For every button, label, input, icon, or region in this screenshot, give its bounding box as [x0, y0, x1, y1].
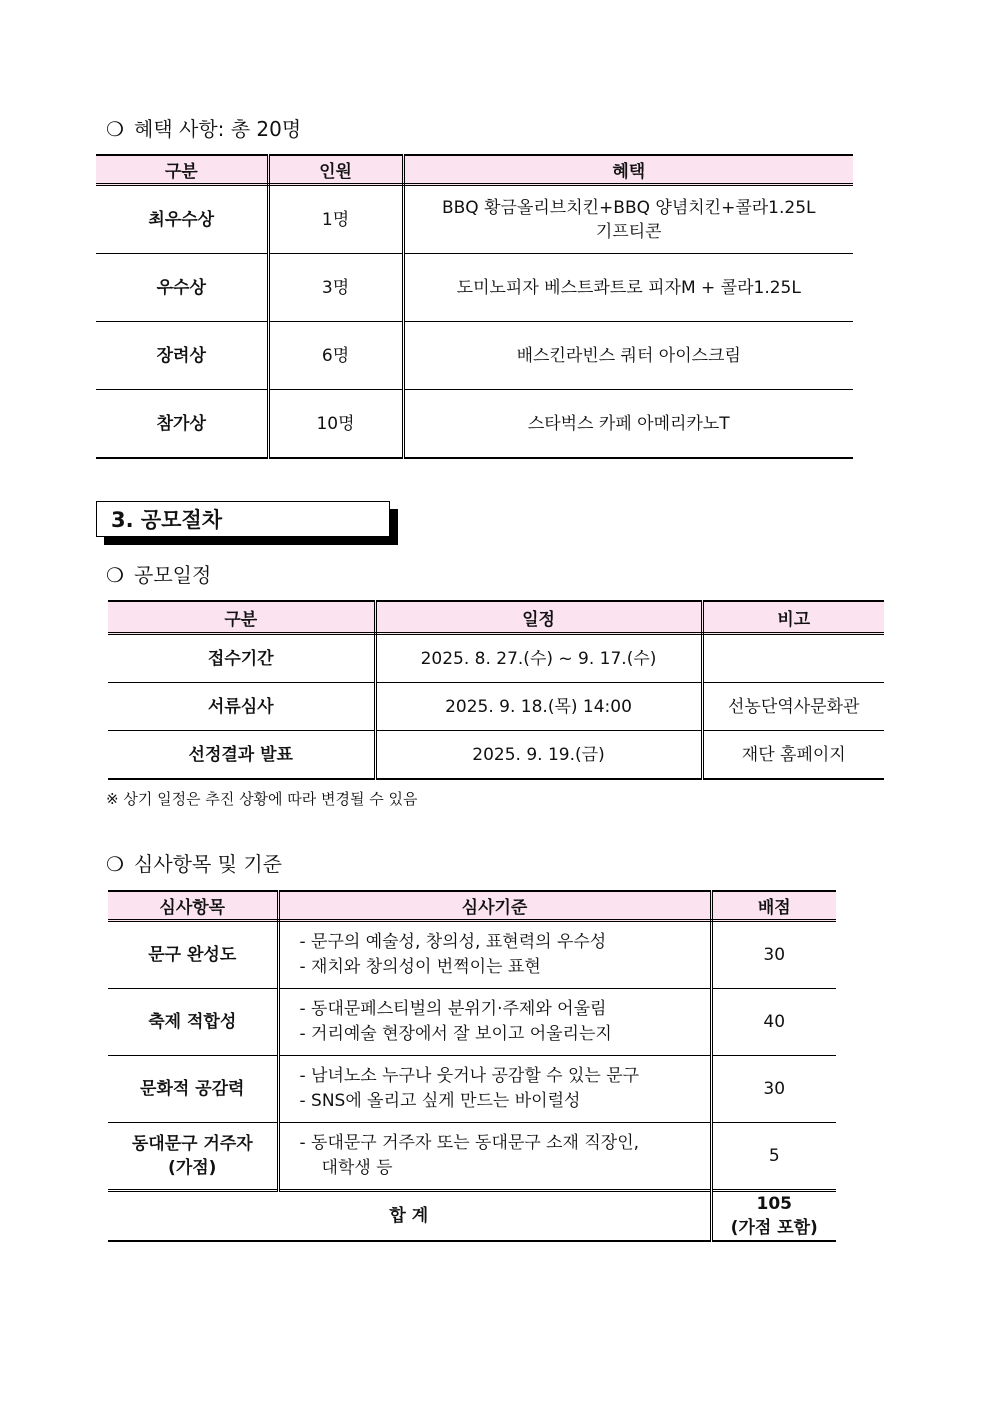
table-header-row — [108, 891, 836, 921]
criteria-item: 문화적 공감력 — [108, 1056, 278, 1123]
award-count: 6명 — [268, 322, 403, 390]
table-row — [108, 1056, 836, 1123]
award-count: 10명 — [268, 390, 403, 459]
criteria-line: - 동대문페스티벌의 분위기·주제와 어울림 — [299, 999, 607, 1019]
total-label: 합 계 — [108, 1191, 711, 1242]
total-score-note: (가점 포함) — [730, 1218, 818, 1238]
criteria-description — [278, 1056, 711, 1123]
criteria-item — [108, 1123, 278, 1191]
criteria-score: 30 — [711, 1056, 836, 1123]
award-benefit-line2: 기프티콘 — [595, 221, 662, 242]
schedule-heading — [106, 563, 211, 587]
criteria-description — [278, 921, 711, 989]
total-row — [108, 1191, 836, 1242]
criteria-score: 5 — [768, 1146, 780, 1166]
criteria-line: - 남녀노소 누구나 웃거나 공감할 수 있는 문구 — [299, 1066, 640, 1086]
award-benefit: 스타벅스 카페 아메리카노T — [403, 390, 853, 459]
award-category: 우수상 — [96, 254, 268, 322]
criteria-line: - 문구의 예술성, 창의성, 표현력의 우수성 — [299, 932, 607, 952]
table-row — [108, 634, 884, 683]
table-row — [108, 921, 836, 989]
award-benefit: 배스킨라빈스 쿼터 아이스크림 — [403, 322, 853, 390]
criteria-item: 문구 완성도 — [108, 921, 278, 989]
total-score: 105 — [756, 1194, 792, 1214]
criteria-score: 40 — [711, 989, 836, 1056]
award-benefit — [403, 185, 853, 254]
schedule-category: 접수기간 — [108, 634, 375, 683]
criteria-score: 30 — [711, 921, 836, 989]
table-row — [108, 731, 884, 780]
award-count: 1명 — [268, 185, 403, 254]
schedule-date: 2025. 9. 18.(목) 14:00 — [375, 683, 702, 731]
table-row — [96, 390, 853, 459]
criteria-item-line2: (가점) — [168, 1158, 217, 1178]
header-category: 구분 — [96, 155, 268, 185]
award-count: 3명 — [268, 254, 403, 322]
bullet-circle-icon: ❍ — [106, 852, 124, 876]
benefits-heading-text: 혜택 사항: 총 20명 — [134, 117, 302, 141]
benefits-table — [96, 154, 853, 459]
benefits-heading — [106, 117, 301, 141]
schedule-date: 2025. 9. 19.(금) — [375, 731, 702, 780]
table-row — [108, 1123, 836, 1191]
table-row — [96, 185, 853, 254]
schedule-note: 선농단역사문화관 — [702, 683, 884, 731]
header-date: 일정 — [375, 601, 702, 634]
criteria-item: 축제 적합성 — [108, 989, 278, 1056]
table-header-row — [108, 601, 884, 634]
schedule-note: 재단 홈페이지 — [702, 731, 884, 780]
bullet-circle-icon: ❍ — [106, 563, 124, 587]
award-category: 최우수상 — [96, 185, 268, 254]
criteria-line: - SNS에 올리고 싶게 만드는 바이럴성 — [299, 1091, 581, 1111]
table-header-row — [96, 155, 853, 185]
header-category: 구분 — [108, 601, 375, 634]
section-title-box — [96, 501, 390, 537]
criteria-line: - 동대문구 거주자 또는 동대문구 소재 직장인, — [299, 1133, 640, 1153]
criteria-description — [278, 1123, 711, 1191]
criteria-heading — [106, 852, 282, 876]
header-score: 배점 — [711, 891, 836, 921]
criteria-line: - 재치와 창의성이 번쩍이는 표현 — [299, 957, 541, 977]
criteria-item-line1: 동대문구 거주자 — [131, 1134, 253, 1154]
table-row — [96, 254, 853, 322]
total-score-cell — [711, 1191, 836, 1242]
header-count: 인원 — [268, 155, 403, 185]
criteria-line: 대학생 등 — [321, 1158, 393, 1178]
schedule-category: 서류심사 — [108, 683, 375, 731]
award-benefit: 도미노피자 베스트콰트로 피자M + 콜라1.25L — [403, 254, 853, 322]
header-note: 비고 — [702, 601, 884, 634]
award-benefit-line1: BBQ 황금올리브치킨+BBQ 양념치킨+콜라1.25L — [441, 197, 816, 218]
award-category: 장려상 — [96, 322, 268, 390]
header-criteria: 심사기준 — [278, 891, 711, 921]
bullet-circle-icon: ❍ — [106, 117, 124, 141]
table-row — [108, 989, 836, 1056]
header-benefit: 혜택 — [403, 155, 853, 185]
header-item: 심사항목 — [108, 891, 278, 921]
table-row — [96, 322, 853, 390]
schedule-note — [702, 634, 884, 683]
schedule-table — [108, 600, 884, 780]
schedule-footnote: ※ 상기 일정은 추진 상황에 따라 변경될 수 있음 — [106, 790, 418, 808]
schedule-heading-text: 공모일정 — [134, 563, 212, 587]
criteria-table — [108, 890, 836, 1242]
criteria-description — [278, 989, 711, 1056]
criteria-heading-text: 심사항목 및 기준 — [134, 852, 282, 876]
criteria-line: - 거리예술 현장에서 잘 보이고 어울리는지 — [299, 1024, 612, 1044]
section-title: 3. 공모절차 — [111, 508, 223, 532]
table-row — [108, 683, 884, 731]
schedule-date: 2025. 8. 27.(수) ~ 9. 17.(수) — [375, 634, 702, 683]
schedule-category: 선정결과 발표 — [108, 731, 375, 780]
award-category: 참가상 — [96, 390, 268, 459]
